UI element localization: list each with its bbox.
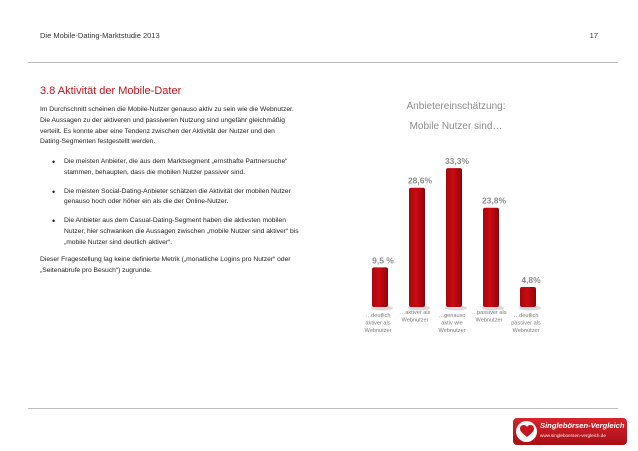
category-label: …deutlich passiver als Webnutzer (511, 313, 541, 334)
chart-subtitle: Mobile Nutzer sind… (409, 121, 503, 132)
data-label: 9,5 % (372, 255, 394, 266)
bar-1 (372, 267, 388, 307)
intro-paragraph: Im Durchschnitt scheinen die Mobile-Nutzer genauso aktiv zu sein wie die Webnutzer. Die Aussagen zu der aktiveren und passiveren Nutzung sind ungefähr gleichmäßig verteilt. Es konnte aber eine Tendenz zwischen der Aktivität der Nutzer und den Dating-Segmenten festgestellt werden. (40, 106, 294, 146)
category-label: …genauso aktiv wie Webnutzer (438, 313, 466, 334)
bar-2 (409, 188, 425, 307)
outro-paragraph: Dieser Fragestellung lag keine definierte Metrik („monatliche Logins pro Nutzer“ oder „Seitenabrufe pro Besuch“) zugrunde. (40, 256, 291, 274)
bar-4 (483, 208, 499, 307)
footer-divider (28, 408, 618, 409)
bullet-item: • Die meisten Anbieter, die aus dem Marktsegment „ernsthafte Partnersuche“ stammen, behaupten, dass die mobilen Nutzer passiver sind. (52, 157, 300, 179)
brand-logo (513, 418, 627, 445)
page-number: 17 (589, 31, 598, 40)
brand-url: www.singleboersen-vergleich.de (540, 433, 606, 438)
bar-chart (340, 92, 620, 352)
brand-name: Singlebörsen-Vergleich (540, 421, 625, 430)
category-label: …aktiver als Webnutzer (399, 310, 431, 324)
bullet-list (52, 157, 300, 257)
chart-title: Anbietereinschätzung: (406, 101, 506, 112)
bullet-item: • Die Anbieter aus dem Casual-Dating-Segment haben die aktivsten mobilen Nutzer, hier schwanken die Aussagen zwischen „mobile Nutzer sind aktiver“ bis „mobile Nutzer sind deutlich aktiver“. (52, 216, 300, 248)
heart-icon (516, 421, 537, 442)
heart-shape (520, 425, 534, 438)
bar-3 (446, 168, 462, 307)
header-divider (28, 62, 618, 63)
data-label: 28,6% (407, 175, 433, 186)
bullet-item: • Die meisten Social-Dating-Anbieter schätzen die Aktivität der mobilen Nutzer genauso hoch oder höher ein als die der Online-Nutzer. (52, 187, 300, 209)
data-label: 23,8% (481, 195, 507, 206)
category-label: …passiver als Webnutzer (471, 310, 507, 324)
document-header-title: Die Mobile-Dating-Marktstudie 2013 (40, 31, 160, 40)
category-label: …deutlich aktiver als Webnutzer (364, 313, 392, 334)
section-heading: 3.8 Aktivität der Mobile-Dater (40, 85, 182, 97)
data-label: 33,3% (444, 156, 470, 167)
data-label: 4,8% (521, 274, 541, 285)
bar-5 (520, 287, 536, 307)
